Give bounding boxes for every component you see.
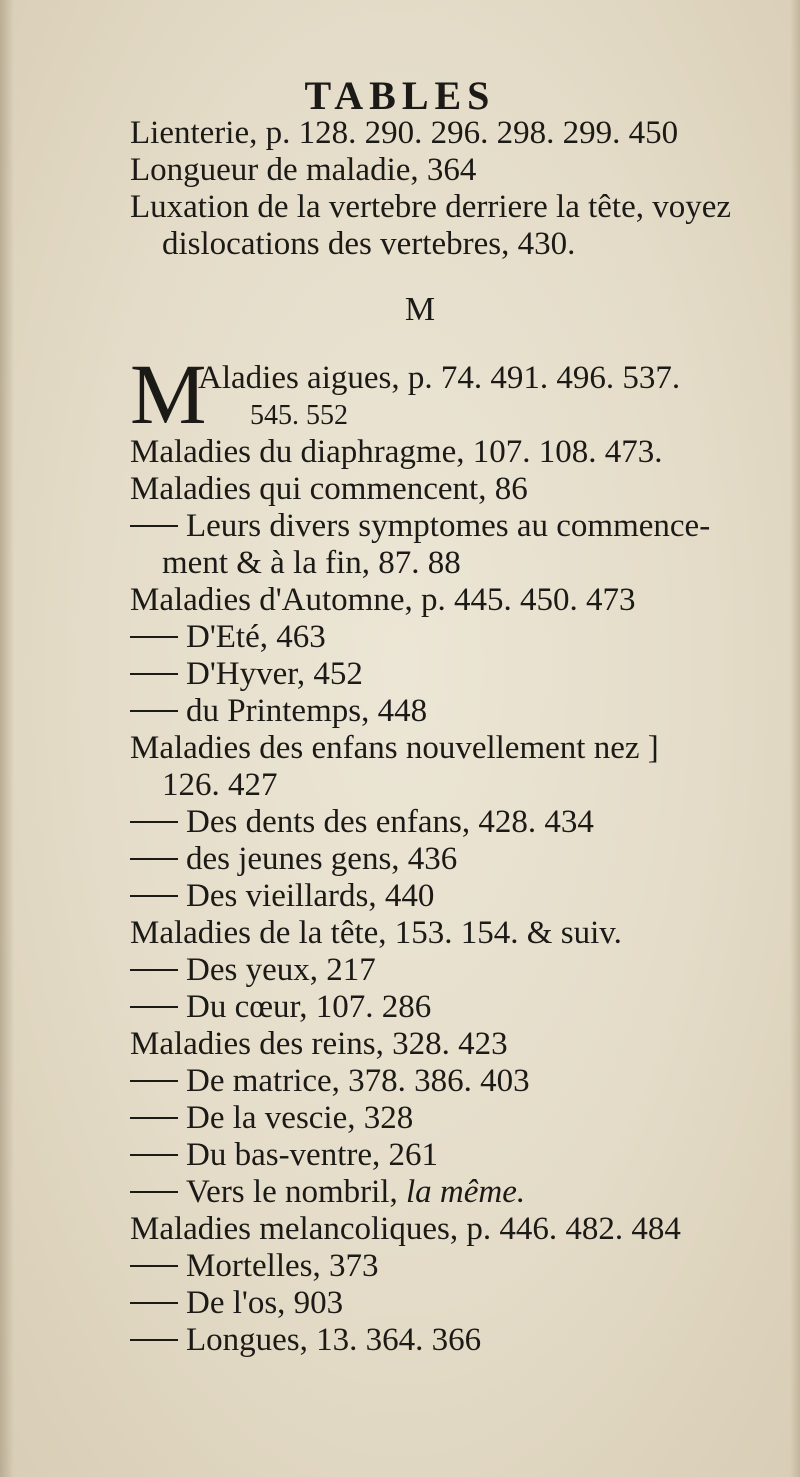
- index-entry: Maladies des reins, 328. 423: [130, 1026, 508, 1062]
- dash-mark: [130, 821, 178, 823]
- dash-mark: [130, 1154, 178, 1156]
- dash-mark: [130, 969, 178, 971]
- index-entry: [130, 730, 770, 767]
- index-entry: Longueur de maladie, 364: [130, 152, 477, 188]
- index-entry: [130, 804, 770, 841]
- section-letter: M: [404, 291, 436, 328]
- index-entry: Maladies qui commencent, 86: [130, 471, 528, 507]
- index-entry: Aladies aigues, p. 74. 491. 496. 537.: [198, 360, 681, 396]
- page-header: TABLES: [304, 73, 496, 118]
- entry-text: Mortelles, 373: [186, 1248, 379, 1284]
- index-entry: Maladies d'Automne, p. 445. 450. 473: [130, 582, 636, 618]
- entry-text: du Printemps, 448: [186, 693, 428, 729]
- entry-text: De l'os, 903: [186, 1285, 344, 1321]
- dash-mark: [130, 525, 178, 527]
- index-entry: [130, 1174, 770, 1211]
- dash-mark: [130, 636, 178, 638]
- entry-text: De la vescie, 328: [186, 1100, 414, 1136]
- entry-text: Des dents des enfans, 428. 434: [186, 804, 594, 840]
- dash-mark: [130, 1191, 178, 1193]
- entry-text: Du cœur, 107. 286: [186, 989, 432, 1025]
- entry-text: D'Hyver, 452: [186, 656, 363, 692]
- index-entry: [130, 1063, 770, 1100]
- dash-mark: [130, 710, 178, 712]
- dash-mark: [130, 1265, 178, 1267]
- entry-text: Longues, 13. 364. 366: [186, 1322, 482, 1358]
- index-entries: [130, 115, 770, 1359]
- entry-text: Maladies des enfans nouvellement nez: [130, 730, 640, 766]
- dash-mark: [130, 858, 178, 860]
- index-entry: [130, 619, 770, 656]
- index-entry: Lienterie, p. 128. 290. 296. 298. 299. 450: [130, 115, 679, 151]
- entry-italic-text: la même.: [405, 1174, 526, 1210]
- dash-mark: [130, 1117, 178, 1119]
- index-entry: [130, 952, 770, 989]
- index-entry: dislocations des vertebres, 430.: [162, 226, 576, 262]
- index-entry: [130, 989, 770, 1026]
- index-entry: Maladies du diaphragme, 107. 108. 473.: [130, 434, 663, 470]
- dash-mark: [130, 1302, 178, 1304]
- index-entry: [130, 693, 770, 730]
- index-entry: [130, 656, 770, 693]
- dropcap-entry: [130, 346, 770, 442]
- dash-mark: [130, 1080, 178, 1082]
- dash-mark: [130, 1339, 178, 1341]
- entry-text: De matrice, 378. 386. 403: [186, 1063, 530, 1099]
- index-entry: [130, 1100, 770, 1137]
- entry-text: Leurs divers symptomes au commence-: [186, 508, 711, 544]
- index-entry: 126. 427: [162, 767, 278, 803]
- index-entry: [130, 878, 770, 915]
- index-entry: [130, 1285, 770, 1322]
- dash-mark: [130, 895, 178, 897]
- entry-text: Vers le nombril,: [186, 1174, 398, 1210]
- index-entry: [130, 1248, 770, 1285]
- index-entry: [130, 508, 770, 545]
- entry-text: des jeunes gens, 436: [186, 841, 458, 877]
- index-entry: [130, 1322, 770, 1359]
- dropcap-initial: M: [130, 346, 207, 442]
- index-entry: ment & à la fin, 87. 88: [162, 545, 461, 581]
- dash-mark: [130, 1006, 178, 1008]
- index-entry: Maladies de la tête, 153. 154. & suiv.: [130, 915, 622, 951]
- index-entry: Luxation de la vertebre derriere la tête, voyez: [130, 189, 732, 225]
- entry-text: Du bas-ventre, 261: [186, 1137, 439, 1173]
- index-entry: [130, 1137, 770, 1174]
- entry-text: Des yeux, 217: [186, 952, 376, 988]
- dash-mark: [130, 673, 178, 675]
- index-entry: Maladies melancoliques, p. 446. 482. 484: [130, 1211, 681, 1247]
- index-entry: 545. 552: [250, 400, 348, 431]
- bracket-mark: ]: [647, 730, 659, 766]
- entry-text: D'Eté, 463: [186, 619, 326, 655]
- entry-text: Des vieillards, 440: [186, 878, 435, 914]
- index-entry: [130, 841, 770, 878]
